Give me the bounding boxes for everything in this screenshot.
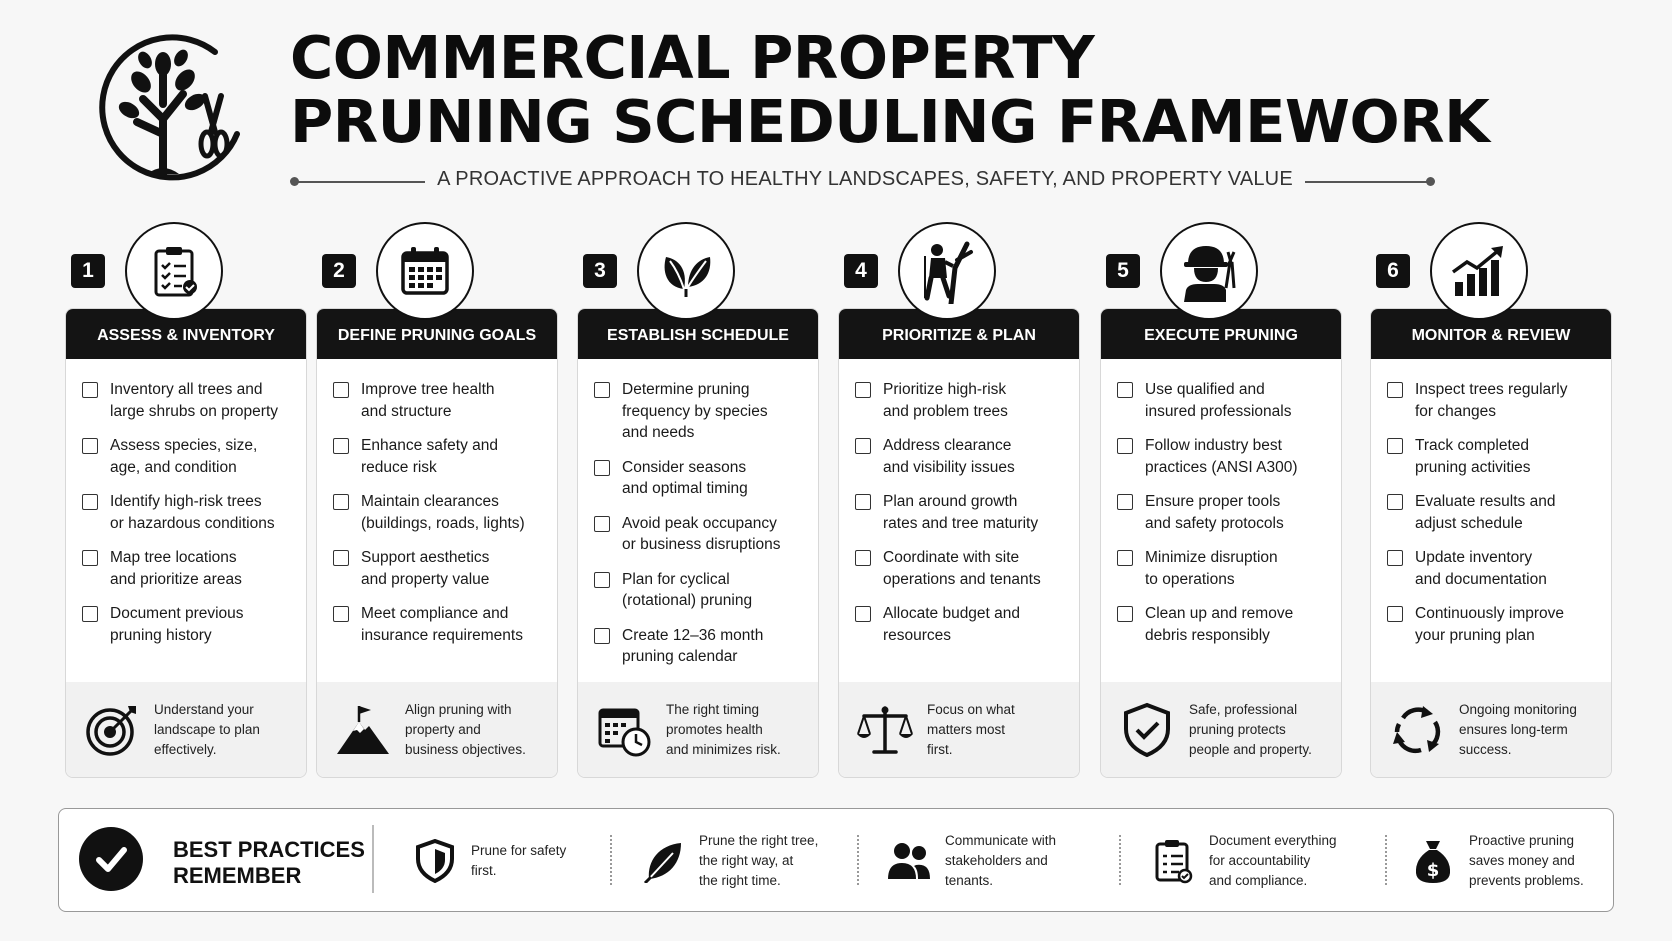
step-heading: DEFINE PRUNING GOALS xyxy=(317,309,557,359)
checkbox[interactable] xyxy=(594,460,610,476)
best-practice-item xyxy=(1409,823,1584,899)
checklist-item xyxy=(333,547,557,590)
step-footer xyxy=(317,682,557,777)
step-footer xyxy=(1101,682,1341,777)
clipboard-icon xyxy=(1149,837,1197,885)
balance-scale-icon xyxy=(855,700,915,760)
checklist-item xyxy=(1117,603,1341,646)
step-number: 5 xyxy=(1106,254,1140,288)
checklist-item-text: Inventory all trees and large shrubs on property xyxy=(110,381,279,420)
checkbox[interactable] xyxy=(1117,494,1133,510)
step-heading: ASSESS & INVENTORY xyxy=(66,309,306,359)
step-card xyxy=(577,308,819,778)
checkbox[interactable] xyxy=(82,494,98,510)
arborist-climber-icon xyxy=(898,222,996,320)
step-card xyxy=(65,308,307,778)
checklist-item xyxy=(1387,603,1611,646)
best-practice-text: Document everything for accountability and compliance. xyxy=(1209,833,1337,888)
checklist-item-text: Evaluate results and adjust schedule xyxy=(1415,493,1556,532)
checklist-item xyxy=(594,569,818,612)
checklist-item xyxy=(1387,547,1611,590)
step-footer xyxy=(1371,682,1611,777)
checkbox[interactable] xyxy=(1387,438,1403,454)
step-footer-text: Align pruning with property and business objectives. xyxy=(405,701,526,757)
step-heading: MONITOR & REVIEW xyxy=(1371,309,1611,359)
best-practice-item xyxy=(411,823,566,899)
title-line-1: COMMERCIAL PROPERTY xyxy=(290,23,1095,92)
checkbox[interactable] xyxy=(333,438,349,454)
step-footer-text: Ongoing monitoring ensures long-term success. xyxy=(1459,701,1577,757)
checklist-item-text: Avoid peak occupancy or business disruptions xyxy=(622,514,781,553)
calendar-icon xyxy=(376,222,474,320)
checklist xyxy=(317,359,557,646)
step-heading: EXECUTE PRUNING xyxy=(1101,309,1341,359)
step-2 xyxy=(316,222,558,778)
shield-icon xyxy=(411,837,459,885)
checkbox[interactable] xyxy=(594,628,610,644)
step-card xyxy=(838,308,1080,778)
subtitle-row xyxy=(290,168,1440,196)
checklist-item xyxy=(855,603,1079,646)
best-practice-text: Prune for safety first. xyxy=(471,843,567,878)
checklist xyxy=(66,359,306,646)
checklist-item-text: Use qualified and insured professionals xyxy=(1145,381,1292,420)
checklist-item-text: Plan around growth rates and tree maturity xyxy=(883,493,1039,532)
calendar-clock-icon xyxy=(594,700,654,760)
dotted-separator xyxy=(610,835,612,885)
best-practices-title: BEST PRACTICES REMEMBER xyxy=(173,837,365,888)
checklist-item xyxy=(333,379,557,422)
step-5 xyxy=(1100,222,1342,778)
checkbox[interactable] xyxy=(855,494,871,510)
checklist-item-text: Document previous pruning history xyxy=(110,605,244,644)
checklist-item xyxy=(594,379,818,444)
best-practice-text: Prune the right tree, the right way, at the right time. xyxy=(699,833,819,888)
checklist-item-text: Support aesthetics and property value xyxy=(361,549,490,588)
step-footer xyxy=(66,682,306,777)
checkbox[interactable] xyxy=(1387,494,1403,510)
rising-chart-icon xyxy=(1430,222,1528,320)
step-6 xyxy=(1370,222,1612,778)
checklist-item xyxy=(82,491,306,534)
step-footer-text: Focus on what matters most first. xyxy=(927,701,1015,757)
people-icon xyxy=(885,837,933,885)
checkbox[interactable] xyxy=(82,606,98,622)
checkbox[interactable] xyxy=(1387,550,1403,566)
step-number: 2 xyxy=(322,254,356,288)
page-subtitle xyxy=(290,168,1440,191)
leaves-icon xyxy=(637,222,735,320)
money-bag-icon xyxy=(1409,837,1457,885)
checkbox[interactable] xyxy=(855,550,871,566)
checkbox[interactable] xyxy=(1117,382,1133,398)
checkbox[interactable] xyxy=(333,382,349,398)
checklist-item xyxy=(594,513,818,556)
checklist-item xyxy=(594,625,818,668)
target-icon xyxy=(82,700,142,760)
checkbox[interactable] xyxy=(1117,438,1133,454)
checklist-item-text: Update inventory and documentation xyxy=(1415,549,1547,588)
subtitle-text: A PROACTIVE APPROACH TO HEALTHY LANDSCAPES, SAFETY, AND PROPERTY VALUE xyxy=(425,168,1305,190)
step-heading: PRIORITIZE & PLAN xyxy=(839,309,1079,359)
checklist-item-text: Address clearance and visibility issues xyxy=(883,437,1015,476)
checklist-item xyxy=(594,457,818,500)
checklist-item-text: Ensure proper tools and safety protocols xyxy=(1145,493,1284,532)
step-footer-text: Understand your landscape to plan effectively. xyxy=(154,701,260,757)
dotted-separator xyxy=(857,835,859,885)
checklist-item xyxy=(1117,547,1341,590)
checklist-item xyxy=(82,603,306,646)
step-footer-text: Safe, professional pruning protects people and property. xyxy=(1189,701,1312,757)
worker-with-shears-icon xyxy=(1160,222,1258,320)
checklist-item-text: Improve tree health and structure xyxy=(361,381,495,420)
checkbox[interactable] xyxy=(1387,606,1403,622)
checklist-item-text: Assess species, size, age, and condition xyxy=(110,437,258,476)
best-practice-text: Communicate with stakeholders and tenants. xyxy=(945,833,1057,888)
checkbox[interactable] xyxy=(82,438,98,454)
best-practice-text: Proactive pruning saves money and prevents problems. xyxy=(1469,833,1584,888)
step-number: 1 xyxy=(71,254,105,288)
checklist-item xyxy=(855,491,1079,534)
cycle-arrows-icon xyxy=(1387,700,1447,760)
checklist-item xyxy=(333,491,557,534)
checkbox[interactable] xyxy=(333,606,349,622)
checklist-item xyxy=(1387,379,1611,422)
checklist-item xyxy=(333,603,557,646)
checklist-item-text: Continuously improve your pruning plan xyxy=(1415,605,1565,644)
step-footer xyxy=(578,682,818,777)
shield-check-icon xyxy=(1117,700,1177,760)
dotted-separator xyxy=(1119,835,1121,885)
checklist-item xyxy=(1117,379,1341,422)
checklist-item-text: Identify high-risk trees or hazardous conditions xyxy=(110,493,275,532)
checklist-item-text: Map tree locations and prioritize areas xyxy=(110,549,242,588)
checklist-item xyxy=(1117,435,1341,478)
step-number: 4 xyxy=(844,254,878,288)
checklist xyxy=(578,359,818,668)
checklist-item-text: Maintain clearances (buildings, roads, lights) xyxy=(361,493,525,532)
best-practice-item xyxy=(885,823,1056,899)
checklist xyxy=(1101,359,1341,646)
step-heading: ESTABLISH SCHEDULE xyxy=(578,309,818,359)
page-title xyxy=(290,23,1490,156)
checkbox[interactable] xyxy=(1117,550,1133,566)
checklist xyxy=(839,359,1079,646)
best-practice-item xyxy=(1149,823,1337,899)
step-card xyxy=(316,308,558,778)
checklist-item xyxy=(1117,491,1341,534)
checkbox[interactable] xyxy=(855,382,871,398)
checklist-item xyxy=(333,435,557,478)
step-3 xyxy=(577,222,819,778)
step-card xyxy=(1370,308,1612,778)
tree-with-pruning-shears-icon xyxy=(97,24,257,184)
checkbox[interactable] xyxy=(82,550,98,566)
checklist-item-text: Follow industry best practices (ANSI A300) xyxy=(1145,437,1298,476)
checklist-item-text: Consider seasons and optimal timing xyxy=(622,458,748,497)
checkbox[interactable] xyxy=(333,494,349,510)
checklist-item-text: Allocate budget and resources xyxy=(883,605,1021,644)
checklist-item-text: Create 12–36 month pruning calendar xyxy=(622,626,764,665)
checklist-item-text: Coordinate with site operations and tenants xyxy=(883,549,1041,588)
checkbox[interactable] xyxy=(594,382,610,398)
checklist-item xyxy=(1387,491,1611,534)
best-practices-bar xyxy=(58,808,1614,912)
checklist-item-text: Plan for cyclical (rotational) pruning xyxy=(622,570,753,609)
clipboard-checklist-icon xyxy=(125,222,223,320)
checklist-item-text: Meet compliance and insurance requirements xyxy=(361,605,523,644)
checklist-item xyxy=(82,379,306,422)
checklist-item-text: Track completed pruning activities xyxy=(1415,437,1531,476)
checklist-item-text: Prioritize high-risk and problem trees xyxy=(883,381,1008,420)
step-card xyxy=(1100,308,1342,778)
step-number: 3 xyxy=(583,254,617,288)
leaf-icon xyxy=(639,837,687,885)
checkbox[interactable] xyxy=(855,438,871,454)
step-footer xyxy=(839,682,1079,777)
checklist-item xyxy=(1387,435,1611,478)
checkbox[interactable] xyxy=(82,382,98,398)
checkbox[interactable] xyxy=(333,550,349,566)
checklist-item xyxy=(855,547,1079,590)
checklist-item-text: Enhance safety and reduce risk xyxy=(361,437,499,476)
title-line-2: PRUNING SCHEDULING FRAMEWORK xyxy=(290,87,1490,156)
checklist-item xyxy=(855,379,1079,422)
svg-text:$: $ xyxy=(1426,860,1440,881)
checkbox[interactable] xyxy=(1387,382,1403,398)
checkmark-icon xyxy=(79,827,143,891)
checklist-item-text: Inspect trees regularly for changes xyxy=(1415,381,1568,420)
step-number: 6 xyxy=(1376,254,1410,288)
step-1 xyxy=(65,222,307,778)
checklist-item-text: Minimize disruption to operations xyxy=(1145,549,1278,588)
checklist-item xyxy=(82,547,306,590)
checklist xyxy=(1371,359,1611,646)
step-4 xyxy=(838,222,1080,778)
step-footer-text: The right timing promotes health and minimizes risk. xyxy=(666,701,781,757)
checklist-item-text: Determine pruning frequency by species and needs xyxy=(622,381,768,441)
checklist-item xyxy=(855,435,1079,478)
checkbox[interactable] xyxy=(594,516,610,532)
checkbox[interactable] xyxy=(594,572,610,588)
divider xyxy=(372,825,374,893)
mountain-flag-icon xyxy=(333,700,393,760)
checklist-item-text: Clean up and remove debris responsibly xyxy=(1145,605,1294,644)
dotted-separator xyxy=(1385,835,1387,885)
best-practice-item xyxy=(639,823,818,899)
checkbox[interactable] xyxy=(855,606,871,622)
checkbox[interactable] xyxy=(1117,606,1133,622)
checklist-item xyxy=(82,435,306,478)
